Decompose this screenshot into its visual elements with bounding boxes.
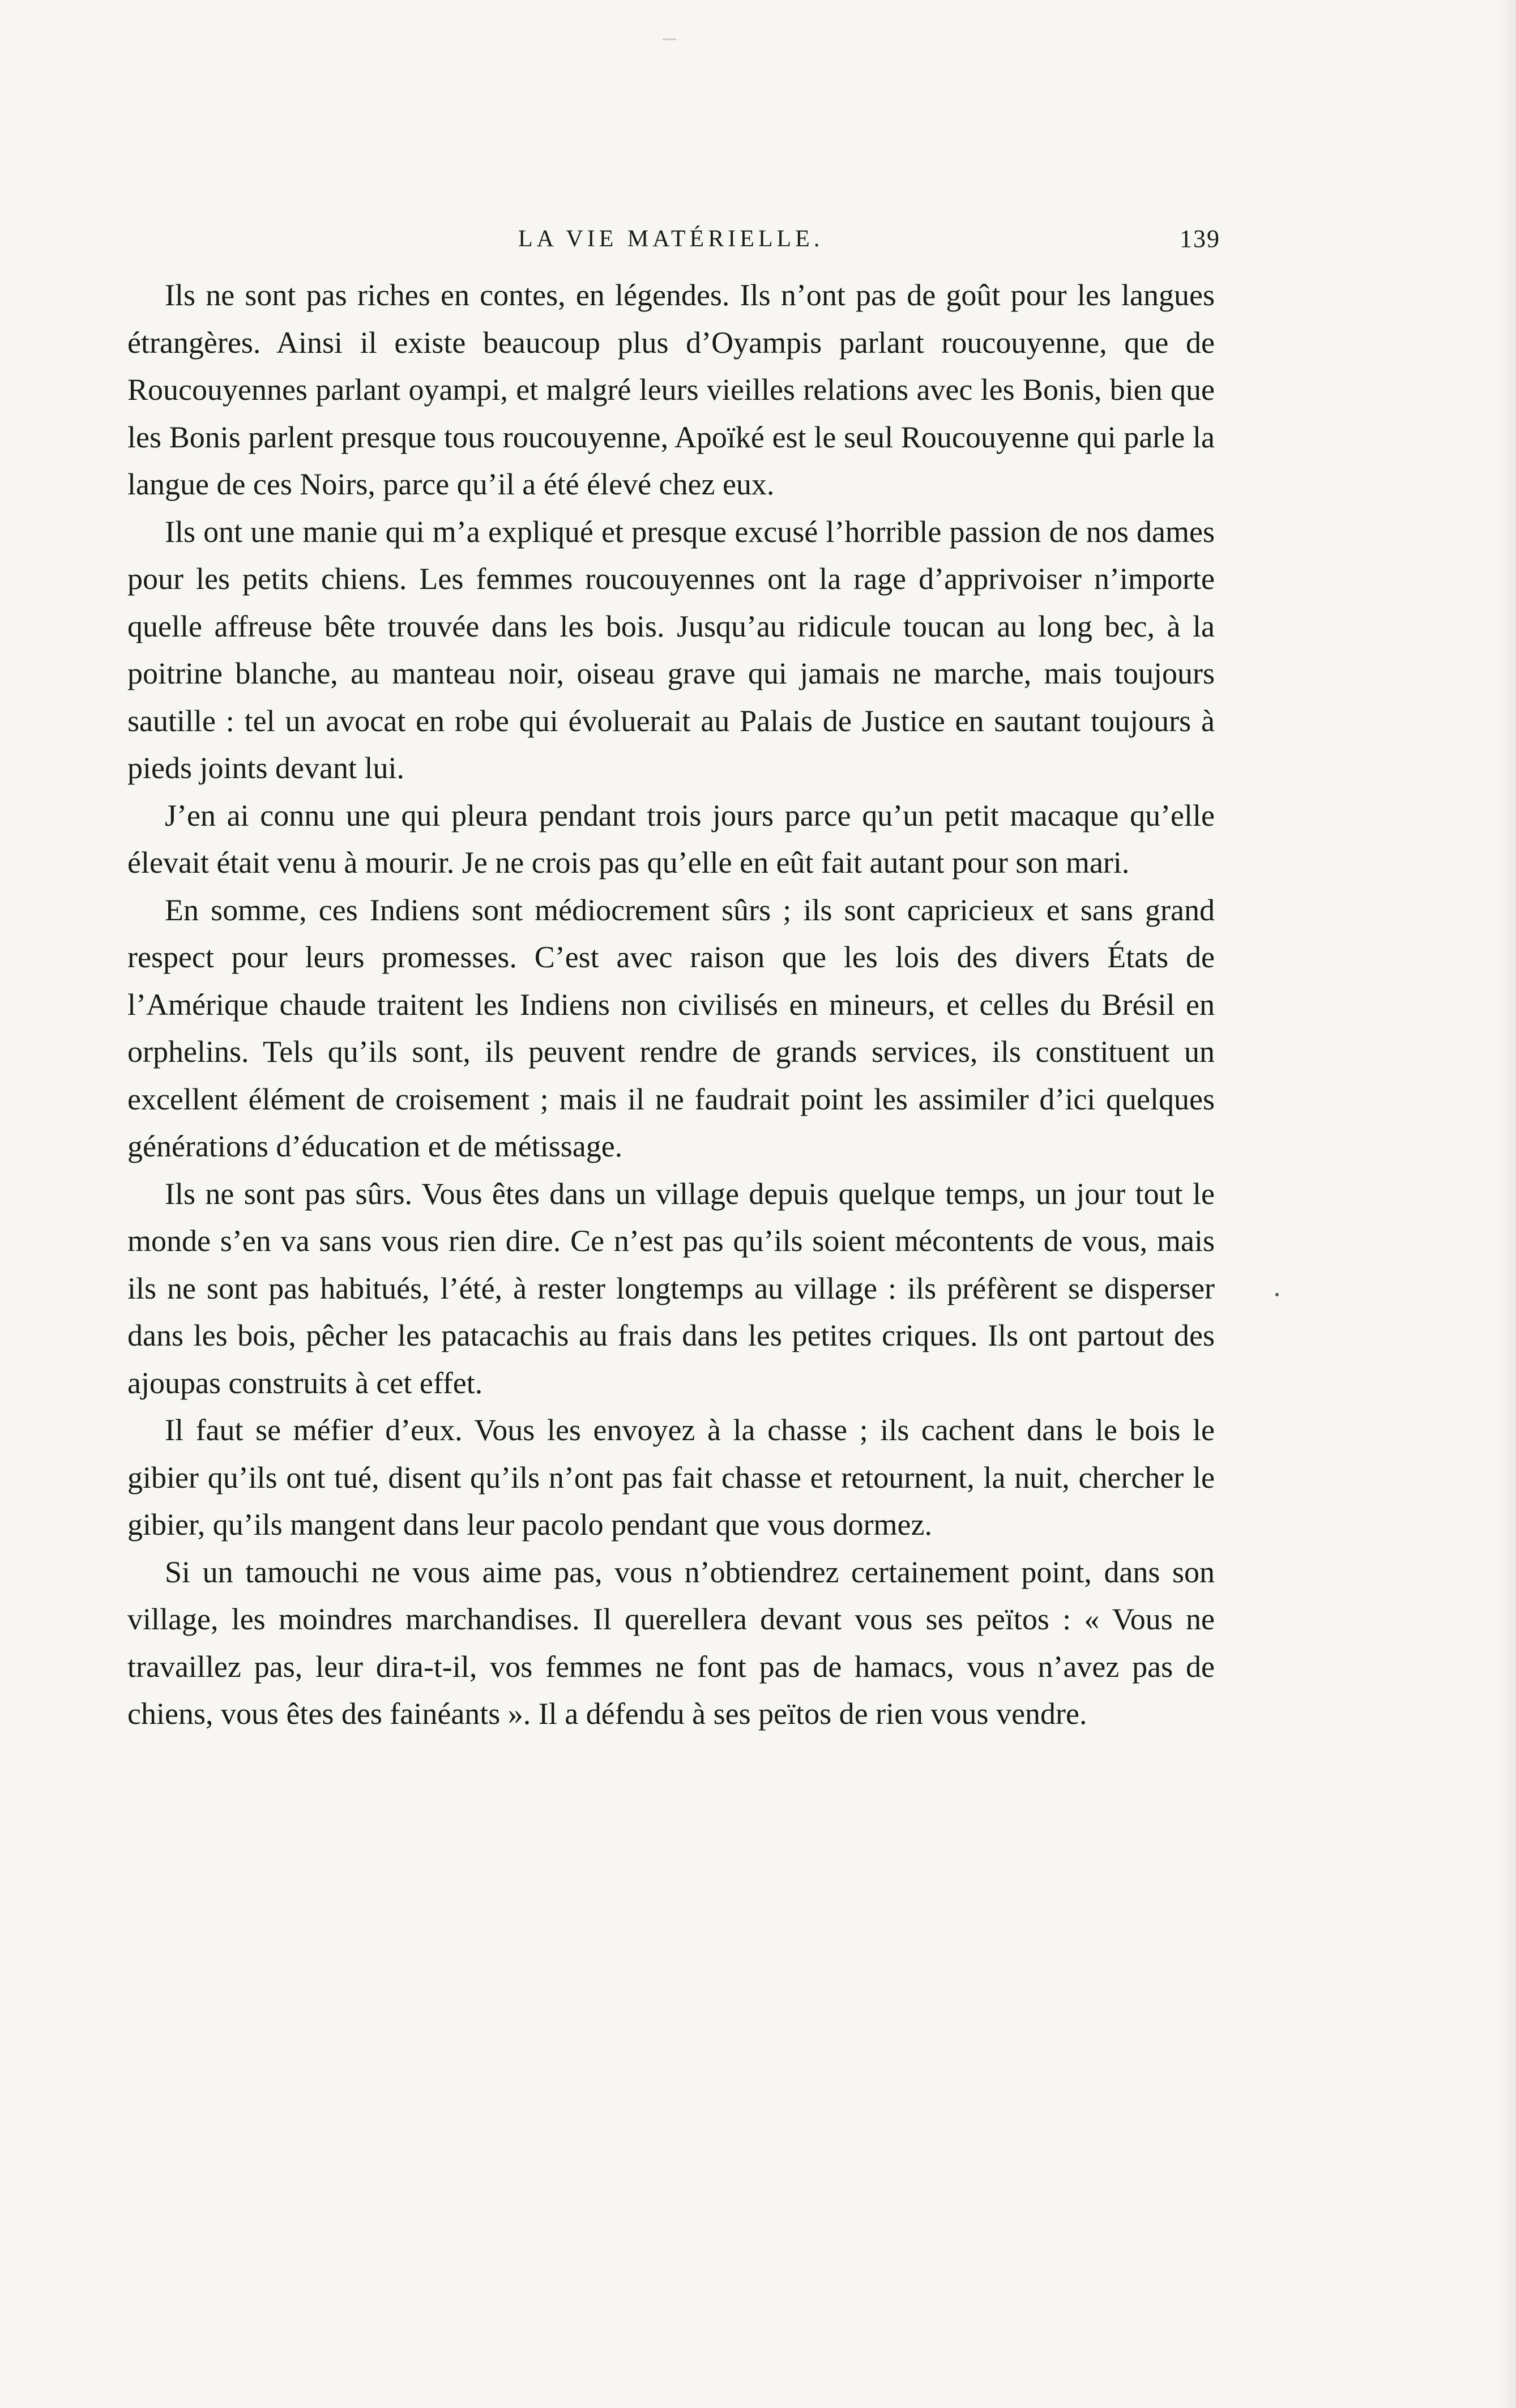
paragraph: Si un tamouchi ne vous aime pas, vous n’obtiendrez certainement point, dans son village, les moindres marchandises. Il querellera devant vous ses peïtos : « Vous ne travaillez pas, leur dira-t-il, vos femmes ne font pas de hamacs, vous n’avez pas de chiens, vous êtes des fainéants ». Il a défendu à ses peïtos de rien vous vendre. [127, 1555, 1215, 1731]
paragraph: Ils ne sont pas riches en contes, en légendes. Ils n’ont pas de goût pour les langues étrangères. Ainsi il existe beaucoup plus d’Oyampis parlant roucouyenne, que de Roucouyennes parlant oyampi, et malgré leurs vieilles relations avec les Bonis, bien que les Bonis parlent presque tous roucouyenne, Apoïké est le seul Roucouyenne qui parle la langue de ces Noirs, parce qu’il a été élevé chez eux. [127, 278, 1215, 501]
paragraph: Ils ne sont pas sûrs. Vous êtes dans un village depuis quelque temps, un jour tout le monde s’en va sans vous rien dire. Ce n’est pas qu’ils soient mécontents de vous, mais ils ne sont pas habitués, l’été, à rester longtemps au village : ils préfèrent se disperser dans les bois, pêcher les patacachis au frais dans les petites criques. Ils ont partout des ajoupas construits à cet effet. [127, 1176, 1215, 1400]
paragraph: J’en ai connu une qui pleura pendant trois jours parce qu’un petit macaque qu’elle élevait était venu à mourir. Je ne crois pas qu’elle en eût fait autant pour son mari. [127, 798, 1215, 879]
scan-mark [663, 39, 676, 40]
page-edge-shadow [1499, 0, 1516, 2408]
paragraph: Ils ont une manie qui m’a expliqué et presque excusé l’horrible passion de nos dames pour les petits chiens. Les femmes roucouyennes ont la rage d’apprivoiser n’importe quelle affreuse bête trouvée dans les bois. Jusqu’au ridicule toucan au long bec, à la poitrine blanche, au manteau noir, oiseau grave qui jamais ne marche, mais toujours sautille : tel un avocat en robe qui évoluerait au Palais de Justice en sautant toujours à pieds joints devant lui. [127, 514, 1215, 785]
running-title: LA VIE MATÉRIELLE. [518, 226, 824, 252]
page-number: 139 [1180, 225, 1220, 253]
margin-speck [1275, 1293, 1279, 1296]
paragraph: Il faut se méfier d’eux. Vous les envoyez à la chasse ; ils cachent dans le bois le gibier qu’ils ont tué, disent qu’ils n’ont pas fait chasse et retournent, la nuit, chercher le gibier, qu’ils mangent dans leur pacolo pendant que vous dormez. [127, 1413, 1215, 1542]
body-text [127, 272, 1215, 1738]
running-head [127, 222, 1220, 256]
paragraph: En somme, ces Indiens sont médiocrement sûrs ; ils sont capricieux et sans grand respect pour leurs promesses. C’est avec raison que les lois des divers États de l’Amérique chaude traitent les Indiens non civilisés en mineurs, et celles du Brésil en orphelins. Tels qu’ils sont, ils peuvent rendre de grands services, ils constituent un excellent élément de croisement ; mais il ne faudrait point les assimiler d’ici quelques générations d’éducation et de métissage. [127, 893, 1215, 1163]
